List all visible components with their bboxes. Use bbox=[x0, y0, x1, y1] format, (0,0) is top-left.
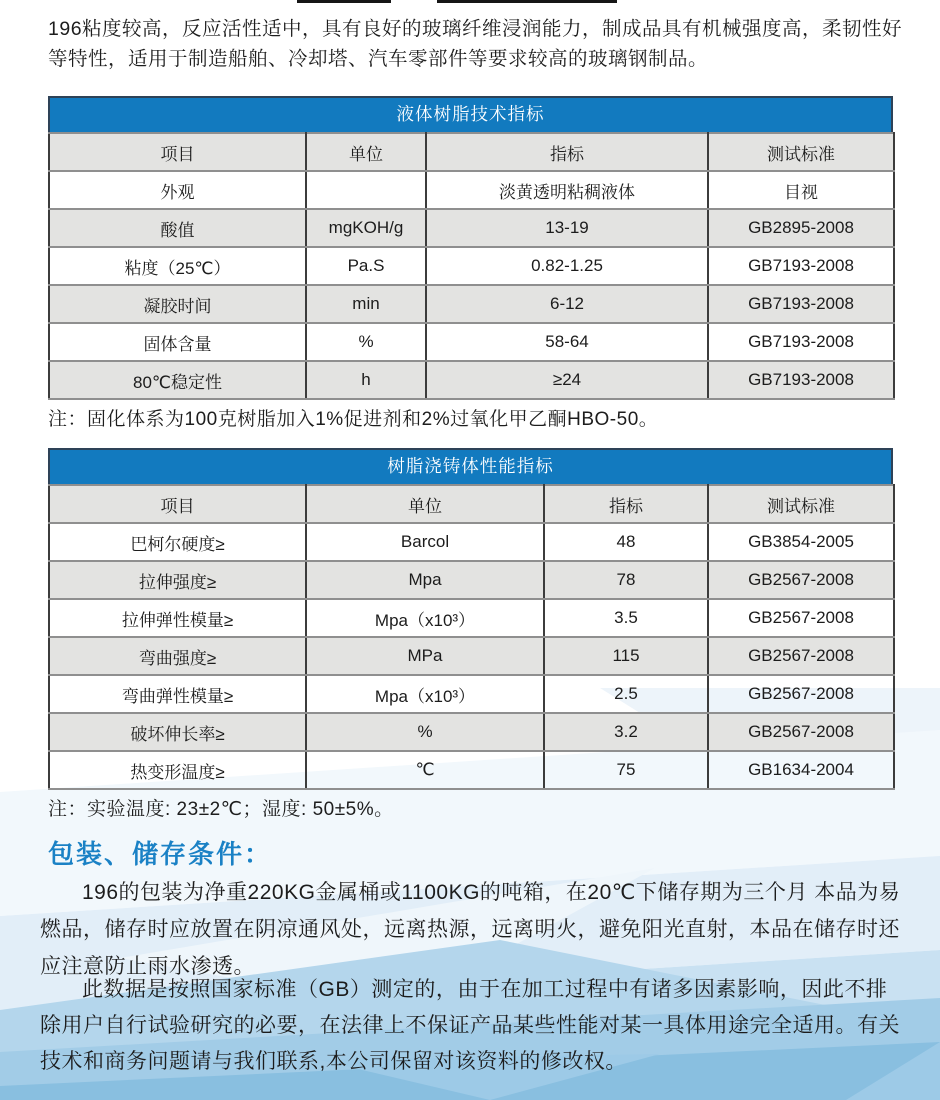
table-cell: % bbox=[306, 323, 426, 361]
table-cell: GB2567-2008 bbox=[708, 599, 894, 637]
table-row bbox=[49, 171, 894, 209]
table-cell: GB2567-2008 bbox=[708, 713, 894, 751]
storage-section-heading: 包装、储存条件： bbox=[48, 839, 273, 869]
table-cell: Barcol bbox=[306, 523, 544, 561]
intro-paragraph: 196粘度较高，反应活性适中，具有良好的玻璃纤维浸润能力，制成品具有机械强度高，柔韧性好等特性，适用于制造船舶、冷却塔、汽车零部件等要求较高的玻璃钢制品。 bbox=[48, 18, 903, 70]
column-header: 项目 bbox=[49, 133, 306, 171]
column-header: 测试标准 bbox=[708, 485, 894, 523]
table-cell: 2.5 bbox=[544, 675, 708, 713]
column-header: 项目 bbox=[49, 485, 306, 523]
table-row bbox=[49, 713, 894, 751]
table-row bbox=[49, 599, 894, 637]
disclaimer-paragraph: 此数据是按照国家标准（GB）测定的，由于在加工过程中有诸多因素影响，因此不排除用户自行试验研究的必要，在法律上不保证产品某些性能对某一具体用途完全适用。有关技术和商务问题请与我们联系,本公司保留对该资料的修改权。 bbox=[40, 978, 900, 1073]
table-cell: 58-64 bbox=[426, 323, 708, 361]
table-cell: GB3854-2005 bbox=[708, 523, 894, 561]
table-cell: 115 bbox=[544, 637, 708, 675]
spec-table bbox=[48, 484, 895, 790]
table-cell: 48 bbox=[544, 523, 708, 561]
table-cell: 75 bbox=[544, 751, 708, 789]
casting-performance-table bbox=[48, 448, 893, 790]
table-cell: GB2895-2008 bbox=[708, 209, 894, 247]
cutoff-text-fragment bbox=[437, 0, 617, 3]
column-header: 测试标准 bbox=[708, 133, 894, 171]
table-cell: 破坏伸长率≥ bbox=[49, 713, 306, 751]
column-header: 单位 bbox=[306, 133, 426, 171]
table-row bbox=[49, 209, 894, 247]
table-cell: 淡黄透明粘稠液体 bbox=[426, 171, 708, 209]
table-cell: Pa.S bbox=[306, 247, 426, 285]
table-row bbox=[49, 323, 894, 361]
table-cell: 热变形温度≥ bbox=[49, 751, 306, 789]
column-header: 指标 bbox=[544, 485, 708, 523]
table-cell: 6-12 bbox=[426, 285, 708, 323]
table-cell: 粘度（25℃） bbox=[49, 247, 306, 285]
table-cell: 弯曲弹性模量≥ bbox=[49, 675, 306, 713]
table-row bbox=[49, 285, 894, 323]
table-cell: 80℃稳定性 bbox=[49, 361, 306, 399]
header-row bbox=[49, 133, 894, 171]
table-cell: 弯曲强度≥ bbox=[49, 637, 306, 675]
packaging-storage-paragraph: 196的包装为净重220KG金属桶或1100KG的吨箱，在20℃下储存期为三个月 本品为易燃品，储存时应放置在阴凉通风处，远离热源，远离明火，避免阳光直射，本品在储存时还应注意防止雨水渗透。 bbox=[40, 881, 901, 978]
table-cell: 酸值 bbox=[49, 209, 306, 247]
table-row bbox=[49, 561, 894, 599]
table-cell: mgKOH/g bbox=[306, 209, 426, 247]
table-cell: GB2567-2008 bbox=[708, 637, 894, 675]
table-cell: GB1634-2004 bbox=[708, 751, 894, 789]
table-cell: GB7193-2008 bbox=[708, 323, 894, 361]
table-cell: 3.5 bbox=[544, 599, 708, 637]
table-row bbox=[49, 675, 894, 713]
table-cell: Mpa bbox=[306, 561, 544, 599]
table-cell: 固体含量 bbox=[49, 323, 306, 361]
table-row bbox=[49, 523, 894, 561]
table-row bbox=[49, 247, 894, 285]
table-row bbox=[49, 751, 894, 789]
table-cell: GB7193-2008 bbox=[708, 247, 894, 285]
table-title-bar: 液体树脂技术指标 bbox=[48, 96, 893, 132]
header-row bbox=[49, 485, 894, 523]
table-cell: 凝胶时间 bbox=[49, 285, 306, 323]
table-cell: 拉伸强度≥ bbox=[49, 561, 306, 599]
column-header: 指标 bbox=[426, 133, 708, 171]
table-cell: 目视 bbox=[708, 171, 894, 209]
cutoff-text-fragment bbox=[297, 0, 391, 3]
table-cell: min bbox=[306, 285, 426, 323]
table-title-bar: 树脂浇铸体性能指标 bbox=[48, 448, 893, 484]
table-row bbox=[49, 361, 894, 399]
liquid-resin-spec-table bbox=[48, 96, 893, 400]
table-cell: ≥24 bbox=[426, 361, 708, 399]
table-cell: 0.82-1.25 bbox=[426, 247, 708, 285]
table-cell: % bbox=[306, 713, 544, 751]
table-cell: 78 bbox=[544, 561, 708, 599]
table-row bbox=[49, 637, 894, 675]
column-header: 单位 bbox=[306, 485, 544, 523]
table-note: 注：固化体系为100克树脂加入1%促进剂和2%过氧化甲乙酮HBO-50。 bbox=[48, 409, 659, 430]
table-cell: Mpa（x10³） bbox=[306, 675, 544, 713]
table-cell: MPa bbox=[306, 637, 544, 675]
table-cell: GB7193-2008 bbox=[708, 361, 894, 399]
table-cell: 巴柯尔硬度≥ bbox=[49, 523, 306, 561]
table-cell: 3.2 bbox=[544, 713, 708, 751]
table-cell: h bbox=[306, 361, 426, 399]
table-note: 注：实验温度: 23±2℃；湿度: 50±5%。 bbox=[48, 799, 394, 820]
table-cell: 外观 bbox=[49, 171, 306, 209]
table-cell: 13-19 bbox=[426, 209, 708, 247]
table-cell: GB2567-2008 bbox=[708, 561, 894, 599]
spec-table bbox=[48, 132, 895, 400]
table-cell: Mpa（x10³） bbox=[306, 599, 544, 637]
table-cell: ℃ bbox=[306, 751, 544, 789]
table-cell: 拉伸弹性模量≥ bbox=[49, 599, 306, 637]
table-cell bbox=[306, 171, 426, 209]
table-cell: GB2567-2008 bbox=[708, 675, 894, 713]
table-cell: GB7193-2008 bbox=[708, 285, 894, 323]
